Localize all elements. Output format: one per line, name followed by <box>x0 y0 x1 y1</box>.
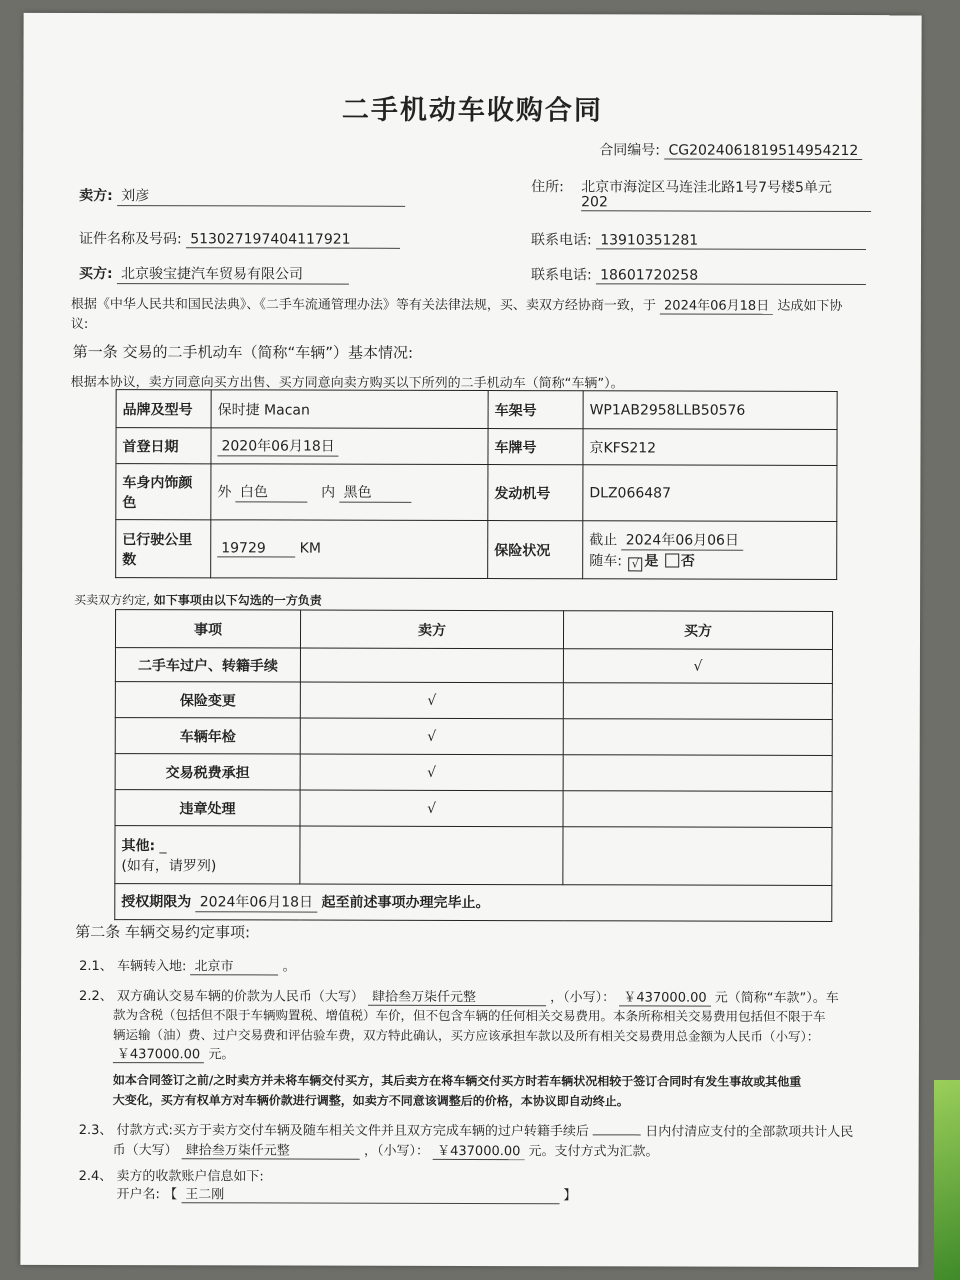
ext-prefix: 外 <box>217 484 232 501</box>
duty-item: 违章处理 <box>115 790 300 826</box>
seller-phone-label: 联系电话: <box>531 232 592 249</box>
col-buyer-header: 买方 <box>563 611 832 650</box>
s21-num: 2.1、 <box>79 958 113 975</box>
duty-seller-mark <box>300 648 563 683</box>
s22-line-3: 辆运输（油）费、过户交易费和评估验车费，双方特此确认，买方应该承担车款以及所有相关交易费用总金额为人民币（小写）： <box>112 1027 820 1044</box>
contract-page <box>20 13 921 1267</box>
other-label-line <box>121 835 293 855</box>
buyer-phone: 18601720258 <box>596 267 866 285</box>
ext-color: 白色 <box>236 481 308 502</box>
color-label <box>116 464 211 520</box>
table-row <box>115 648 832 684</box>
mileage-value: 19729 <box>217 540 295 557</box>
yes-checkbox: √ <box>628 557 642 571</box>
no-label: 否 <box>680 553 695 570</box>
insurance-until-line <box>589 529 830 551</box>
other-cell <box>115 826 300 884</box>
other-seller-cell <box>300 826 563 885</box>
s23-num: 2.3、 <box>78 1122 113 1139</box>
insurance-follow-label: 随车: <box>589 552 622 569</box>
address-line-1: 北京市海淀区马连洼北路1号7号楼5单元 <box>581 179 832 196</box>
intro-end: 议: <box>70 316 89 332</box>
intro-pre: 根据《中华人民共和国民法典》、《二手车流通管理办法》等有关法律法规，买、卖双方经协商一致，于 <box>70 296 656 314</box>
duty-seller-mark: √ <box>300 682 563 719</box>
bold-clause-line-2: 大变化，买方有权单方对车辆价款进行调整，如卖方不同意该调整后的价格，本协议即自动终止。 <box>112 1093 629 1109</box>
contract-number-label: 合同编号: <box>599 142 661 159</box>
s23-text-e: 元。支付方式为汇款。 <box>528 1144 659 1160</box>
id-value: 513027197404117921 <box>186 231 400 249</box>
s23-line-1 <box>79 1119 854 1140</box>
s22-line-2: 款为含税（包括但不限于车辆购置税、增值税）车价，但不包含车辆的任何相关交易费用。本条所称相关交易费用包括但不限于车 <box>112 1007 826 1024</box>
article1-desc: 根据本协议，卖方同意向买方出售、买方同意向卖方购买以下所列的二手机动车（简称“车辆”）。 <box>70 374 624 392</box>
deadline-date: 2024年06月18日 <box>196 891 317 912</box>
duty-buyer-mark <box>563 719 832 756</box>
duty-intro <box>74 591 322 609</box>
table-row <box>116 428 837 466</box>
duty-seller-mark: √ <box>300 718 563 755</box>
s22-line-4 <box>113 1043 235 1063</box>
article2-title: 第二条 车辆交易约定事项: <box>75 922 251 942</box>
other-blank: _ <box>159 837 167 854</box>
no-checkbox <box>665 553 679 567</box>
table-row <box>116 520 837 580</box>
color-value-cell <box>211 464 488 521</box>
document-title: 二手机动车收购合同 <box>341 94 603 127</box>
s22-text-c: 元（简称“车款”）。车 <box>714 990 839 1006</box>
duty-item: 保险变更 <box>115 682 300 718</box>
duty-seller-mark: √ <box>300 790 563 827</box>
s24-label: 卖方的收款账户信息如下: <box>116 1169 264 1185</box>
plant-leaf <box>934 1080 960 1280</box>
address-label: 住所: <box>531 179 564 196</box>
buyer-phone-label: 联系电话: <box>530 267 592 284</box>
s22-text-a: 双方确认交易车辆的价款为人民币（大写） <box>116 989 364 1005</box>
contract-number <box>599 139 862 160</box>
deadline-cell <box>115 884 832 922</box>
mileage-cell <box>211 520 488 579</box>
mileage-label <box>116 520 211 578</box>
id-line <box>79 228 400 249</box>
insurance-cell <box>583 521 837 580</box>
s22-amount-upper: 肆拾叁万柒仟元整 <box>368 986 546 1006</box>
seller-name: 刘彦 <box>117 185 405 207</box>
duty-buyer-mark <box>563 791 832 828</box>
contract-number-value: CG2024061819514954212 <box>664 143 862 161</box>
s22-total: ￥437000.00 <box>113 1043 204 1063</box>
buyer-phone-line <box>531 264 866 285</box>
s21-value: 北京市 <box>190 955 278 975</box>
mileage-label-line-1: 已行驶公里 <box>122 531 193 548</box>
s22-num: 2.2、 <box>79 988 113 1005</box>
duty-seller-mark: √ <box>300 754 563 791</box>
deadline-label: 授权期限为 <box>121 894 192 911</box>
table-row <box>115 682 832 720</box>
article1-title: 第一条 交易的二手机动车（简称“车辆”）基本情况: <box>72 342 414 362</box>
buyer-line <box>79 263 349 285</box>
table-row <box>115 610 832 650</box>
s23-line-2 <box>113 1139 659 1160</box>
duty-item: 车辆年检 <box>115 718 300 754</box>
brand-value: 保时捷 Macan <box>211 390 488 429</box>
engine-label: 发动机号 <box>488 465 583 521</box>
int-color: 黑色 <box>340 482 412 503</box>
int-prefix: 内 <box>321 484 336 501</box>
buyer-label: 买方: <box>78 265 113 283</box>
table-row <box>115 884 832 922</box>
buyer-name: 北京骏宝捷汽车贸易有限公司 <box>117 263 349 285</box>
id-label: 证件名称及号码: <box>79 230 182 248</box>
deadline-suffix: 起至前述事项办理完毕止。 <box>321 894 490 912</box>
regdate-value: 2020年06月18日 <box>217 435 338 456</box>
table-row <box>116 464 837 522</box>
duty-buyer-mark <box>563 683 832 720</box>
color-label-line-2: 色 <box>122 494 137 511</box>
intro-text <box>71 293 843 315</box>
regdate-cell <box>211 428 488 465</box>
s23-amount-lower: ￥437000.00 <box>433 1140 524 1160</box>
regdate-label: 首登日期 <box>116 428 211 464</box>
duty-table <box>114 609 833 922</box>
yes-label: 是 <box>644 552 659 569</box>
seller-phone-line <box>531 229 866 250</box>
other-note: (如有，请罗列) <box>121 857 217 874</box>
col-seller-header: 卖方 <box>300 610 563 649</box>
s23-amount-upper: 肆拾叁万柒仟元整 <box>182 1139 360 1159</box>
insurance-follow-line <box>589 550 830 572</box>
s23-text-b: 日内付清应支付的全部款项共计人民 <box>645 1124 854 1141</box>
insurance-label: 保险状况 <box>488 521 583 579</box>
brand-label: 品牌及型号 <box>116 390 211 428</box>
s22-line-1 <box>79 985 839 1007</box>
account-label: 开户名: <box>116 1187 160 1203</box>
account-open: 【 <box>164 1187 178 1203</box>
seller-label: 卖方: <box>79 187 113 205</box>
table-row <box>115 790 832 828</box>
table-row <box>115 754 832 792</box>
s21-end: 。 <box>282 959 296 975</box>
duty-intro-a: 买卖双方约定, <box>74 592 150 608</box>
intro-date: 2024年06月18日 <box>660 294 773 314</box>
mileage-label-line-2: 数 <box>122 551 137 568</box>
s22-amount-lower: ￥437000.00 <box>619 986 710 1006</box>
s22-line-4-end: 元。 <box>208 1047 235 1063</box>
s24-line <box>79 1165 264 1184</box>
section-2-1 <box>79 955 296 976</box>
account-name: 王二刚 <box>181 1183 559 1204</box>
other-buyer-cell <box>563 827 832 886</box>
duty-intro-b: 如下事项由以下勾选的一方负责 <box>153 593 322 608</box>
color-label-line-1: 车身内饰颜 <box>122 474 193 491</box>
account-close: 】 <box>563 1188 577 1204</box>
intro-post: 达成如下协 <box>777 298 843 314</box>
s21-label: 车辆转入地: <box>116 959 187 975</box>
s23-text-d: ，（小写）： <box>363 1143 429 1159</box>
plate-label: 车牌号 <box>488 429 583 465</box>
s23-text: 付款方式:买方于卖方交付车辆及随车相关文件并且双方完成车辆的过户转籍手续后 <box>116 1123 589 1140</box>
table-row <box>116 390 837 430</box>
s23-days-blank <box>593 1134 641 1135</box>
mileage-unit: KM <box>299 540 321 557</box>
bold-clause-line-1: 如本合同签订之前/之时卖方并未将车辆交付买方，其后卖方在将车辆交付买方时若车辆状况相较于签订合同时有发生事故或其他重 <box>112 1073 802 1089</box>
duty-item: 交易税费承担 <box>115 754 300 790</box>
insurance-until-label: 截止 <box>589 531 618 548</box>
table-row <box>115 826 832 886</box>
col-item-header: 事项 <box>115 610 300 648</box>
engine-value: DLZ066487 <box>583 465 837 522</box>
seller-line <box>79 185 405 207</box>
vehicle-info-table <box>115 389 837 580</box>
duty-buyer-mark <box>563 755 832 792</box>
table-row <box>115 718 832 756</box>
s23-text-c: 币（大写） <box>112 1143 178 1159</box>
s24-num: 2.4、 <box>78 1168 113 1185</box>
s22-text-b: ，（小写）： <box>550 990 616 1006</box>
vin-value: WP1AB2958LLB50576 <box>583 391 837 430</box>
account-line <box>117 1183 577 1204</box>
plate-value: 京KFS212 <box>583 429 837 466</box>
insurance-until-date: 2024年06月06日 <box>622 529 743 550</box>
duty-buyer-mark: √ <box>563 649 832 684</box>
other-label: 其他: <box>121 837 156 854</box>
address-line-2: 202 <box>581 194 871 212</box>
seller-phone: 13910351281 <box>596 232 866 250</box>
vin-label: 车架号 <box>488 391 583 429</box>
duty-item: 二手车过户、转籍手续 <box>115 648 300 682</box>
